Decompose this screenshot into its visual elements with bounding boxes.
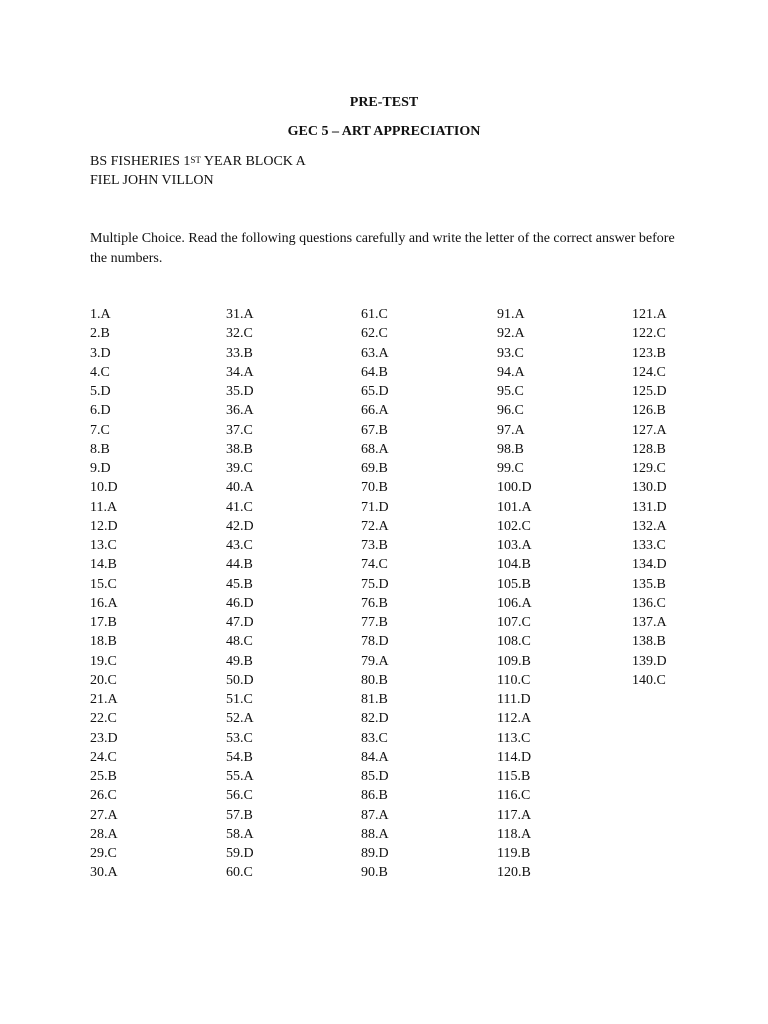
answer-item: 9.D [90,461,111,476]
answer-item: 99.C [497,461,524,476]
answer-item: 24.C [90,749,117,765]
answer-item: 51.C [226,692,253,707]
answer-item: 46.D [226,595,254,611]
answer-item: 87.A [361,807,389,823]
answer-item: 50.D [226,672,254,688]
answer-item: 63.A [361,345,389,361]
document-title: PRE-TEST [349,95,419,110]
answer-item: 65.D [361,384,389,399]
answer-item: 139.D [632,653,667,669]
answer-item: 125.D [632,384,667,399]
answer-item: 58.A [226,826,254,842]
answer-item: 119.B [497,846,531,861]
answer-column-3 [361,305,389,883]
answer-item: 38.B [226,441,253,457]
answer-item: 116.C [497,788,531,804]
answer-item: 132.A [632,518,667,534]
answer-item: 54.B [226,749,253,765]
answer-item: 84.A [361,749,389,765]
answer-item: 3.D [90,345,111,361]
answer-item: 97.A [497,422,525,438]
answer-item: 18.B [90,634,117,650]
answer-item: 43.C [226,538,253,553]
answer-item: 11.A [90,499,118,515]
answer-item: 40.A [226,480,254,496]
answer-item: 88.A [361,826,389,842]
answer-item: 104.B [497,557,531,573]
answer-item: 94.A [497,364,525,380]
answer-item: 25.B [90,769,117,784]
answer-item: 82.D [361,711,389,727]
answer-item: 115.B [497,769,531,784]
answer-item: 6.D [90,403,111,419]
student-name: FIEL JOHN VILLON [90,173,214,188]
answer-item: 107.C [497,615,531,630]
answer-item: 5.D [90,384,111,399]
answer-item: 35.D [226,384,254,399]
answer-item: 100.D [497,480,532,496]
answer-item: 47.D [226,615,254,630]
answer-item: 12.D [90,518,118,534]
course-title: GEC 5 – ART APPRECIATION [287,124,481,139]
answer-item: 79.A [361,653,389,669]
answer-item: 95.C [497,384,524,399]
answer-item: 60.C [226,865,253,881]
answer-item: 138.B [632,634,666,650]
answer-item: 130.D [632,480,667,496]
answer-item: 77.B [361,615,388,630]
answer-item: 78.D [361,634,389,650]
answer-item: 109.B [497,653,531,669]
answer-column-2 [226,305,254,883]
answer-item: 114.D [497,749,532,765]
answer-item: 126.B [632,403,666,419]
answer-item: 127.A [632,422,667,438]
answer-item: 117.A [497,807,532,823]
answer-item: 29.C [90,846,117,861]
answer-item: 57.B [226,807,253,823]
answer-item: 112.A [497,711,532,727]
answer-item: 83.C [361,730,388,746]
answer-item: 27.A [90,807,118,823]
answer-item: 110.C [497,672,531,688]
answer-item: 96.C [497,403,524,419]
answer-item: 44.B [226,557,253,573]
class-line [90,153,306,171]
answer-item: 105.B [497,576,531,592]
answer-item: 32.C [226,326,253,342]
answer-item: 15.C [90,576,117,592]
answer-item: 71.D [361,499,389,515]
answer-item: 42.D [226,518,254,534]
answer-item: 33.B [226,345,253,361]
answer-item: 92.A [497,326,525,342]
answer-item: 106.A [497,595,532,611]
answer-item: 136.C [632,595,666,611]
answer-item: 61.C [361,307,388,322]
answer-item: 101.A [497,499,532,515]
answer-item: 4.C [90,364,110,380]
answer-item: 62.C [361,326,388,342]
answer-item: 70.B [361,480,388,496]
answer-item: 59.D [226,846,254,861]
answer-item: 123.B [632,345,666,361]
answer-item: 90.B [361,865,388,881]
answer-item: 85.D [361,769,389,784]
answer-item: 118.A [497,826,532,842]
answer-item: 36.A [226,403,254,419]
answer-item: 52.A [226,711,254,727]
answer-item: 76.B [361,595,388,611]
answer-item: 8.B [90,441,110,457]
answer-item: 2.B [90,326,110,342]
answer-item: 124.C [632,364,666,380]
answer-item: 66.A [361,403,389,419]
class-superscript: ST [190,155,201,165]
answer-item: 48.C [226,634,253,650]
answer-item: 135.B [632,576,666,592]
answer-item: 67.B [361,422,388,438]
answer-item: 37.C [226,422,253,438]
instructions: Multiple Choice. Read the following questions carefully and write the letter of the correct answer before the numbers. [90,231,675,266]
answer-item: 120.B [497,865,531,881]
answer-item: 28.A [90,826,118,842]
answer-item: 21.A [90,692,118,707]
answer-column-5 [632,305,667,690]
answer-item: 56.C [226,788,253,804]
answer-column-1 [90,305,118,883]
answer-item: 55.A [226,769,254,784]
answer-item: 140.C [632,672,666,688]
answer-item: 22.C [90,711,117,727]
answer-item: 1.A [90,307,111,322]
answer-item: 34.A [226,364,254,380]
answer-item: 31.A [226,307,254,322]
answer-item: 10.D [90,480,118,496]
answer-item: 108.C [497,634,531,650]
answer-item: 111.D [497,692,531,707]
answer-item: 137.A [632,615,667,630]
answer-item: 129.C [632,461,666,476]
answer-item: 73.B [361,538,388,553]
answer-item: 74.C [361,557,388,573]
answer-item: 121.A [632,307,667,322]
answer-item: 113.C [497,730,531,746]
answer-item: 16.A [90,595,118,611]
answer-item: 14.B [90,557,117,573]
answer-item: 19.C [90,653,117,669]
class-suffix: YEAR BLOCK A [200,154,306,169]
answer-item: 98.B [497,441,524,457]
answer-item: 86.B [361,788,388,804]
answer-item: 45.B [226,576,253,592]
answer-item: 23.D [90,730,118,746]
answer-item: 68.A [361,441,389,457]
answer-item: 49.B [226,653,253,669]
answer-item: 103.A [497,538,532,553]
answer-item: 131.D [632,499,667,515]
answer-item: 128.B [632,441,666,457]
answer-item: 13.C [90,538,117,553]
answer-item: 20.C [90,672,117,688]
answer-item: 80.B [361,672,388,688]
answer-item: 64.B [361,364,388,380]
answer-item: 26.C [90,788,117,804]
answer-column-4 [497,305,532,883]
answer-item: 41.C [226,499,253,515]
answer-item: 75.D [361,576,389,592]
answer-item: 91.A [497,307,525,322]
answer-item: 81.B [361,692,388,707]
answer-item: 134.D [632,557,667,573]
answer-item: 53.C [226,730,253,746]
answer-item: 102.C [497,518,531,534]
answer-item: 89.D [361,846,389,861]
class-prefix: BS FISHERIES 1 [90,154,191,169]
answer-item: 69.B [361,461,388,476]
answer-item: 30.A [90,865,118,881]
answer-item: 7.C [90,422,110,438]
answer-item: 133.C [632,538,666,553]
answer-item: 39.C [226,461,253,476]
answer-item: 17.B [90,615,117,630]
answer-item: 122.C [632,326,666,342]
answer-item: 93.C [497,345,524,361]
answer-item: 72.A [361,518,389,534]
